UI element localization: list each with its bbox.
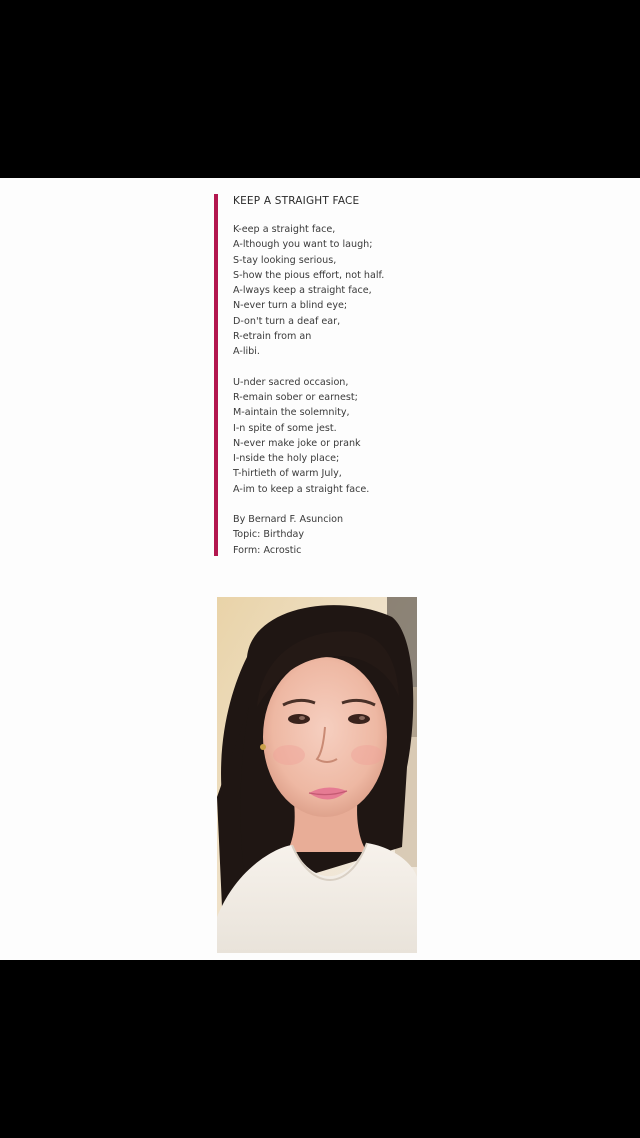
author-photo	[217, 597, 417, 953]
top-black-bar	[0, 0, 640, 178]
document-page	[0, 178, 640, 960]
poem-line: K-eep a straight face,	[233, 224, 336, 235]
form-line: Form: Acrostic	[233, 544, 302, 556]
poem-stanza-2	[233, 375, 454, 497]
topic-line: Topic: Birthday	[233, 529, 305, 541]
poem-stanza-1	[233, 222, 454, 360]
poem-line: A-im to keep a straight face.	[233, 483, 370, 495]
poem-line: A-libi.	[233, 346, 260, 358]
poem-line: S-tay looking serious,	[233, 254, 337, 266]
bottom-black-bar	[0, 960, 640, 1138]
poem-line: I-nside the holy place;	[233, 453, 340, 465]
portrait-illustration	[217, 597, 417, 953]
poem-line: M-aintain the solemnity,	[233, 407, 350, 419]
poem-line: I-n spite of some jest.	[233, 422, 337, 434]
poem-line: D-on't turn a deaf ear,	[233, 315, 341, 327]
poem-line: T-hirtieth of warm July,	[233, 468, 342, 480]
poem-line: S-how the pious effort, not half.	[233, 269, 385, 281]
poem-title: KEEP A STRAIGHT FACE	[233, 195, 360, 207]
author-line: By Bernard F. Asuncion	[233, 514, 344, 526]
poem-block	[214, 194, 454, 556]
poem-line: N-ever turn a blind eye;	[233, 300, 348, 312]
poem-line: N-ever make joke or prank	[233, 437, 361, 449]
poem-line: R-etrain from an	[233, 331, 312, 343]
poem-line: A-lways keep a straight face,	[233, 285, 372, 297]
poem-line: A-lthough you want to laugh;	[233, 239, 373, 251]
poem-line: U-nder sacred occasion,	[233, 376, 349, 388]
poem-line: R-emain sober or earnest;	[233, 391, 358, 403]
poem-credits	[233, 512, 454, 558]
